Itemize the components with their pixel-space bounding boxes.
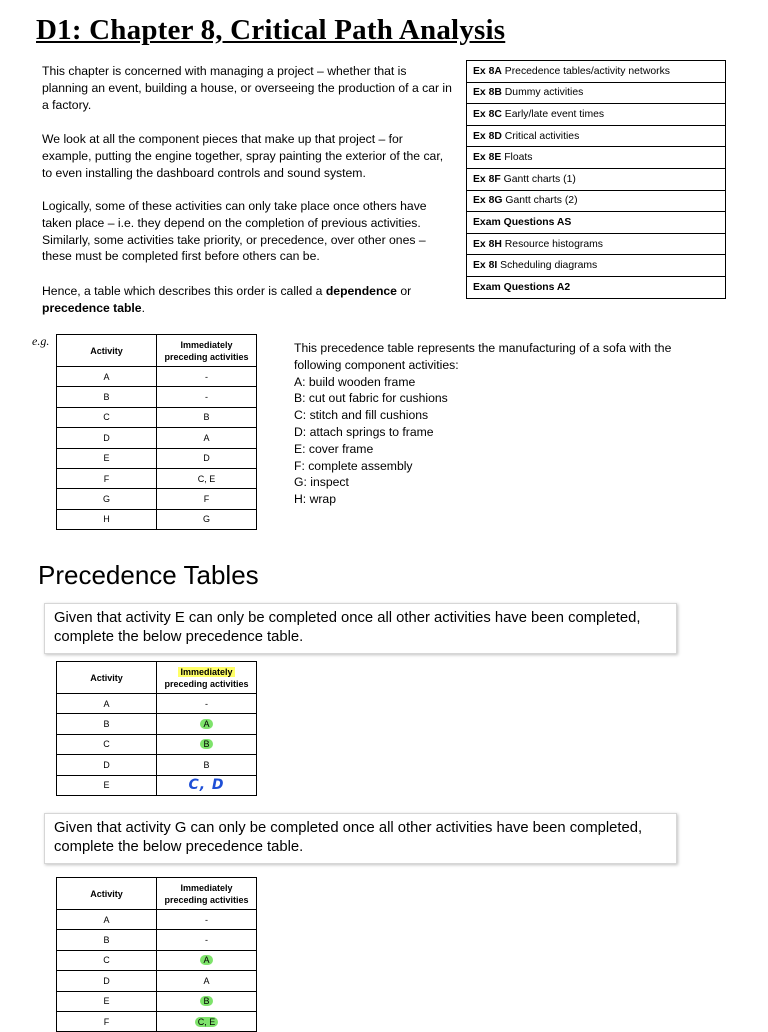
exercise-row: [467, 190, 726, 212]
preceding-cell: [157, 971, 257, 991]
exercise-row: [467, 125, 726, 147]
column-header-activity: Activity: [57, 335, 157, 367]
exercise-code: Exam Questions A2: [473, 281, 571, 293]
section-heading: Precedence Tables: [38, 560, 259, 590]
exercise-cell: [467, 147, 726, 169]
activity-cell: D: [57, 755, 157, 775]
intro-paragraph-2: We look at all the component pieces that make up that project – for example, putting the engine together, spray painting the exterior of the car, to even installing the dashboard controls and sound system.: [42, 132, 444, 180]
activity-cell: B: [57, 930, 157, 950]
eg-label: e.g.: [32, 334, 50, 348]
activity-cell: D: [57, 428, 157, 448]
exercise-label: Early/late event times: [504, 108, 605, 120]
preceding-value: C, E: [195, 1017, 219, 1027]
sofa-activity-item: C: stitch and fill cushions: [294, 408, 429, 423]
text-run: .: [141, 300, 145, 315]
activity-cell: E: [57, 448, 157, 468]
preceding-cell: [157, 950, 257, 970]
exercise-code: Exam Questions AS: [473, 216, 572, 228]
preceding-cell: [157, 775, 257, 795]
example-precedence-table: [56, 334, 257, 530]
table-row: [57, 468, 257, 488]
preceding-value: A: [203, 975, 210, 986]
activity-cell: A: [57, 910, 157, 930]
exercise-code: Ex 8I: [473, 260, 498, 272]
exercise-code: Ex 8F: [473, 173, 501, 185]
question-2-box: Given that activity G can only be completed once all other activities have been completed, complete the below precedence table.: [44, 813, 677, 864]
exercise-row: [467, 82, 726, 104]
exercise-label: Scheduling diagrams: [500, 260, 598, 272]
column-header-preceding: [157, 335, 257, 367]
activity-cell: C: [57, 407, 157, 427]
text-run: or: [396, 284, 412, 298]
exercise-cell: [467, 125, 726, 147]
sofa-activity-item: G: inspect: [294, 475, 349, 490]
sofa-activity-item: D: attach springs to frame: [294, 424, 434, 439]
preceding-value: C, D: [188, 777, 225, 794]
table-row: [57, 930, 257, 950]
table-row: [57, 694, 257, 714]
table-row: [57, 755, 257, 775]
text-run: Hence, a table which describes this order is called a: [42, 284, 326, 298]
preceding-value: -: [205, 935, 208, 946]
exercise-cell: [467, 255, 726, 277]
header-line: Immediately: [180, 882, 233, 893]
exercise-code: Ex 8D: [473, 130, 502, 142]
question-1-box: Given that activity E can only be completed once all other activities have been completed, complete the below precedence table.: [44, 603, 677, 654]
exercise-code: Ex 8C: [473, 108, 502, 120]
table-row: [57, 971, 257, 991]
intro-paragraph-1: This chapter is concerned with managing a project – whether that is planning an event, building a house, or overseeing the production of a car in a factory.: [42, 64, 452, 112]
sofa-activity-item: F: complete assembly: [294, 458, 413, 473]
exercise-row: [467, 147, 726, 169]
activity-cell: B: [57, 714, 157, 734]
preceding-cell: [157, 407, 257, 427]
table-row: [57, 714, 257, 734]
exercise-row: [467, 233, 726, 255]
table-row: [57, 428, 257, 448]
sofa-activity-list: [294, 374, 694, 508]
preceding-cell: [157, 930, 257, 950]
exercise-code: Ex 8H: [473, 238, 502, 250]
sofa-activity-item: E: cover frame: [294, 441, 374, 456]
preceding-value: A: [200, 719, 212, 729]
preceding-value: -: [205, 698, 208, 709]
activity-cell: G: [57, 489, 157, 509]
preceding-cell: [157, 428, 257, 448]
sofa-activity-item: H: wrap: [294, 492, 336, 507]
table-row: [57, 950, 257, 970]
header-line: preceding activities: [164, 894, 249, 905]
table-row: [57, 448, 257, 468]
exercise-row: [467, 104, 726, 126]
preceding-value: B: [203, 759, 210, 770]
question-1-table: [56, 661, 257, 796]
preceding-cell: [157, 387, 257, 407]
exercise-row: [467, 168, 726, 190]
preceding-value: B: [203, 412, 210, 423]
header-line: Immediately: [180, 339, 233, 350]
preceding-value: -: [205, 914, 208, 925]
preceding-value: -: [205, 392, 208, 403]
header-line: preceding activities: [164, 678, 249, 689]
table-row: [57, 991, 257, 1011]
table-row: [57, 509, 257, 529]
page-title: D1: Chapter 8, Critical Path Analysis: [36, 14, 506, 46]
preceding-value: B: [200, 996, 212, 1006]
preceding-value: B: [200, 739, 212, 749]
preceding-cell: [157, 509, 257, 529]
table-row: [57, 734, 257, 754]
intro-paragraph-3: Logically, some of these activities can only take place once others have taken place – i.e. they depend on the completion of previous activities. Similarly, some activities take priority, or precedence, over other ones – these must be completed first before others can be.: [42, 199, 427, 264]
preceding-cell: [157, 910, 257, 930]
preceding-cell: [157, 694, 257, 714]
preceding-value: G: [202, 514, 210, 525]
sofa-activity-item: A: build wooden frame: [294, 374, 416, 389]
preceding-value: D: [203, 453, 210, 464]
table-row: [57, 367, 257, 387]
exercise-cell: [467, 190, 726, 212]
term-precedence-table: precedence table: [42, 300, 142, 315]
highlighted-header: Immediately: [180, 666, 233, 677]
column-header-activity: Activity: [57, 878, 157, 910]
table-row: [57, 387, 257, 407]
exercise-label: Gantt charts (2): [505, 195, 578, 207]
exercise-code: Ex 8A: [473, 65, 502, 77]
column-header-preceding: [157, 878, 257, 910]
exercise-code: Ex 8B: [473, 87, 502, 99]
activity-cell: C: [57, 950, 157, 970]
exercise-label: Gantt charts (1): [503, 173, 576, 185]
exercise-list: [466, 60, 726, 299]
preceding-cell: [157, 448, 257, 468]
table-row: [57, 407, 257, 427]
exercise-cell: [467, 104, 726, 126]
sofa-description: [294, 340, 694, 508]
preceding-cell: [157, 367, 257, 387]
activity-cell: F: [57, 1011, 157, 1031]
exercise-cell: [467, 233, 726, 255]
exercise-label: Dummy activities: [504, 87, 584, 99]
exercise-cell: [467, 276, 726, 298]
term-dependence: dependence: [325, 284, 397, 298]
table-row: [57, 910, 257, 930]
preceding-value: F: [203, 494, 210, 505]
preceding-cell: [157, 714, 257, 734]
activity-cell: F: [57, 468, 157, 488]
activity-cell: H: [57, 509, 157, 529]
table-row: [57, 1011, 257, 1031]
column-header-activity: Activity: [57, 662, 157, 694]
exercise-cell: [467, 82, 726, 104]
table-row: [57, 489, 257, 509]
column-header-preceding: [157, 662, 257, 694]
preceding-value: A: [203, 432, 210, 443]
activity-cell: E: [57, 775, 157, 795]
exercise-label: Floats: [504, 152, 533, 164]
exercise-row: [467, 276, 726, 298]
preceding-value: A: [200, 955, 212, 965]
preceding-cell: [157, 991, 257, 1011]
preceding-value: C, E: [197, 473, 216, 484]
exercise-cell: [467, 212, 726, 234]
exercise-code: Ex 8G: [473, 195, 503, 207]
intro-paragraph-4: [42, 283, 452, 317]
preceding-cell: [157, 489, 257, 509]
activity-cell: D: [57, 971, 157, 991]
exercise-label: Critical activities: [504, 130, 580, 142]
preceding-cell: [157, 755, 257, 775]
exercise-label: Precedence tables/activity networks: [504, 65, 670, 77]
sofa-activity-item: B: cut out fabric for cushions: [294, 391, 448, 406]
activity-cell: A: [57, 367, 157, 387]
exercise-row: [467, 212, 726, 234]
exercise-code: Ex 8E: [473, 152, 502, 164]
question-2-table: [56, 877, 257, 1032]
table-row: [57, 775, 257, 795]
header-line: preceding activities: [164, 351, 249, 362]
activity-cell: C: [57, 734, 157, 754]
preceding-cell: [157, 1011, 257, 1031]
preceding-cell: [157, 734, 257, 754]
preceding-cell: [157, 468, 257, 488]
exercise-cell: [467, 168, 726, 190]
exercise-row: [467, 255, 726, 277]
activity-cell: B: [57, 387, 157, 407]
exercise-label: Resource histograms: [504, 238, 603, 250]
activity-cell: A: [57, 694, 157, 714]
activity-cell: E: [57, 991, 157, 1011]
exercise-cell: [467, 61, 726, 83]
sofa-intro: This precedence table represents the manufacturing of a sofa with the following component activities:: [294, 341, 672, 372]
preceding-value: -: [205, 371, 208, 382]
exercise-row: [467, 61, 726, 83]
